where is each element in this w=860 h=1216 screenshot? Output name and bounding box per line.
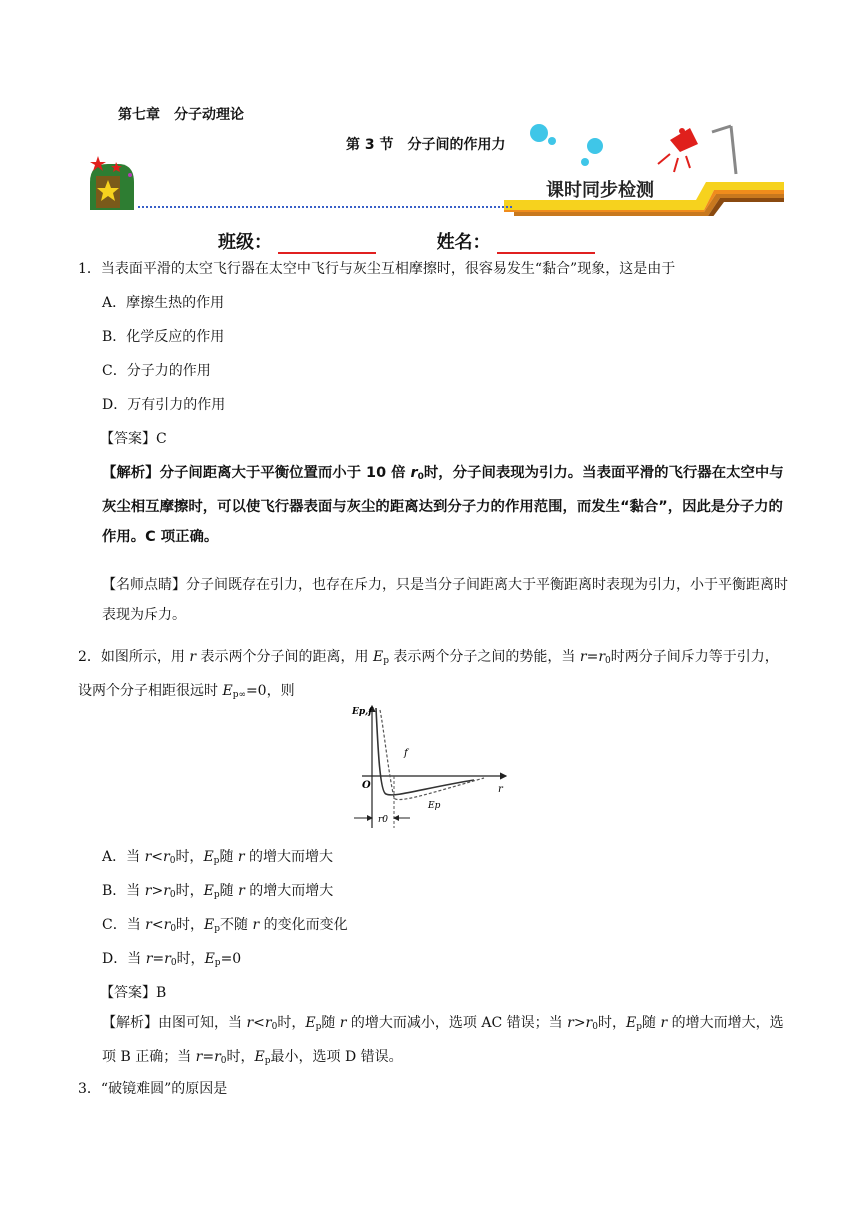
svg-text:O: O bbox=[362, 780, 371, 791]
q1-stem: 1．当表面平滑的太空飞行器在太空中飞行与灰尘互相摩擦时，很容易发生“黏合”现象，这是由于 bbox=[78, 261, 676, 277]
svg-text:Ep,f: Ep,f bbox=[352, 707, 373, 717]
door-icon bbox=[90, 156, 134, 210]
svg-text:r0: r0 bbox=[378, 815, 389, 825]
q3-stem: 3．“破镜难圆”的原因是 bbox=[78, 1081, 228, 1097]
q2-option-c: C．当 $r<r_0$时，$E_p$不随 r 的变化而变化 bbox=[102, 917, 348, 934]
name-label: 姓名： bbox=[436, 232, 491, 253]
q2-stem: 2．如图所示，用 r 表示两个分子间的距离，用 $E_p$ 表示两个分子之间的势能，当 $r=r_0$时两分子间斥力等于引力，设两个分子相距很远时 $E_{p\infty}=0$，则 bbox=[78, 649, 779, 700]
q2-analysis: 【解析】由图可知，当 $r<r_0$时，$E_p$随 r 的增大而减小，选项 AC 错误；当 $r>r_0$时，$E_p$随 r 的增大而增大，选项 B 正确；当 $r=r_0$时，$E_p$最小，选项 D 错误。 bbox=[102, 1015, 784, 1066]
q1-option-d: D．万有引力的作用 bbox=[102, 397, 226, 413]
banner-title: 课时同步检测 bbox=[546, 180, 654, 201]
name-blank[interactable] bbox=[497, 234, 595, 254]
bubble-icon bbox=[530, 124, 548, 142]
class-name-line bbox=[218, 228, 595, 254]
lamp-icon bbox=[658, 126, 736, 174]
q2-answer: 【答案】B bbox=[100, 985, 167, 1001]
q1-option-a: A．摩擦生热的作用 bbox=[102, 295, 225, 311]
q1-tip: 【名师点睛】分子间既存在引力，也存在斥力，只是当分子间距离大于平衡距离时表现为引力，小于平衡距离时表现为斥力。 bbox=[102, 577, 788, 623]
q1-answer: 【答案】C bbox=[100, 431, 167, 447]
svg-text:Ep: Ep bbox=[428, 801, 441, 811]
class-label: 班级： bbox=[218, 232, 272, 253]
header-banner bbox=[84, 118, 784, 216]
section-title: 第 3 节 分子间的作用力 bbox=[346, 137, 506, 153]
potential-energy-figure bbox=[334, 700, 514, 832]
q2-option-d: D．当 $r=r_0$时，$E_p=0$ bbox=[102, 951, 242, 968]
class-blank[interactable] bbox=[278, 234, 376, 254]
svg-text:f: f bbox=[404, 748, 408, 759]
f-curve bbox=[380, 710, 484, 800]
q2-option-b: B．当 $r>r_0$时，$E_p$随 r 的增大而增大 bbox=[102, 883, 334, 900]
chapter-title: 第七章 分子动理论 bbox=[118, 107, 244, 123]
q2-option-a: A．当 $r<r_0$时，$E_p$随 r 的增大而增大 bbox=[102, 849, 334, 866]
svg-text:r: r bbox=[498, 784, 503, 795]
q1-analysis: 【解析】分子间距离大于平衡位置而小于 10 倍 $r_0$时，分子间表现为引力。当表面平滑的飞行器在太空中与灰尘相互摩擦时，可以使飞行器表面与灰尘的距离达到分子力的作用范围，而发生“黏合”，因此是分子力的作用。C 项正确。 bbox=[102, 465, 784, 545]
q1-option-c: C．分子力的作用 bbox=[102, 363, 211, 379]
q1-option-b: B．化学反应的作用 bbox=[102, 329, 225, 345]
